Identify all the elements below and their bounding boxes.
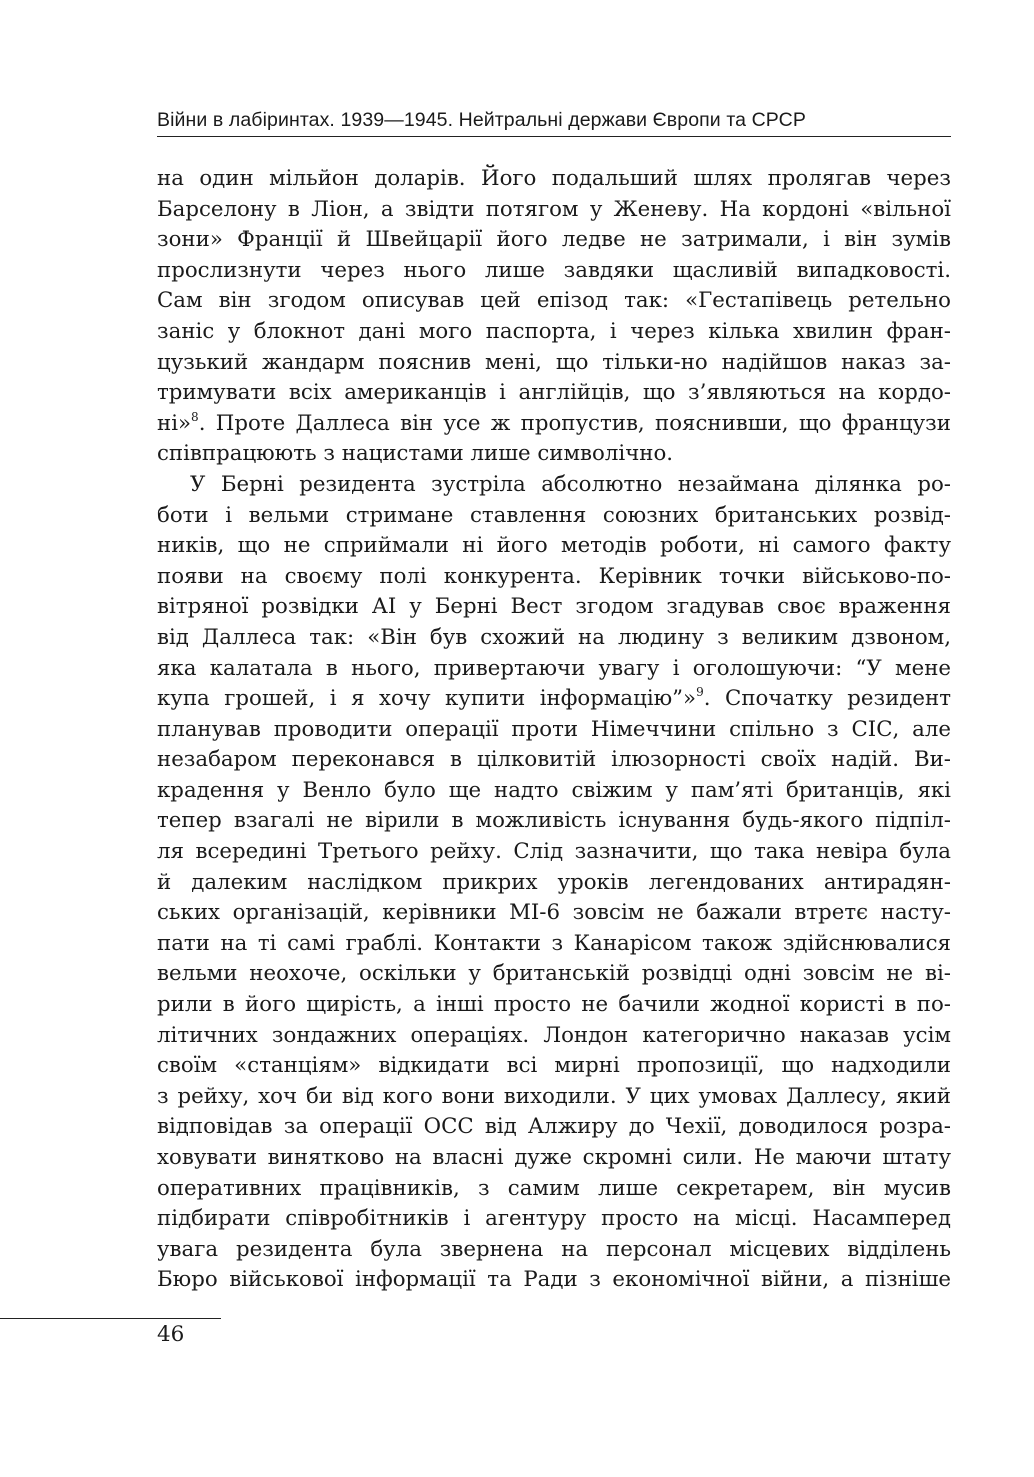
- text-line: ні»$^8$. Проте Даллеса він усе ж пропустив, пояснивши, що французи: [157, 409, 951, 436]
- text-line: Сам він згодом описував цей епізод так: «Гестапівець ретельно: [157, 288, 951, 314]
- footer-rule: [0, 1318, 221, 1319]
- text-line: ських організацій, керівники МІ-6 зовсім не бажали втретє насту-: [157, 900, 951, 926]
- text-line: відповідав за операції ОСС від Алжиру до Чехії, доводилося розра-: [157, 1114, 951, 1140]
- text-line: співпрацюють з нацистами лише символічно.: [157, 441, 674, 467]
- text-line: й далеким наслідком прикрих уроків легендованих антирадян-: [157, 869, 951, 895]
- text-line: з рейху, хоч би від кого вони виходили. У цих умовах Даллесу, який: [157, 1083, 951, 1109]
- text-line: ля всередині Третього рейху. Слід зазначити, що така невіра була: [157, 839, 951, 865]
- text-line: цузький жандарм пояснив мені, що тільки-но надійшов наказ за-: [157, 349, 951, 375]
- text-line: заніс у блокнот дані мого паспорта, і через кілька хвилин фран-: [157, 318, 951, 344]
- text-line: підбирати співробітників і агентуру просто на місці. Насамперед: [157, 1206, 951, 1232]
- text-line: купа грошей, і я хочу купити інформацію”»$^9$. Спочатку резидент: [157, 685, 951, 712]
- text-line: тримувати всіх американців і англійців, що з’являються на кордо-: [157, 380, 951, 406]
- text-line: пати на ті самі граблі. Контакти з Канарісом також здійснювалися: [157, 930, 951, 956]
- text-line: на один мільйон доларів. Його подальший шлях пролягав через: [157, 166, 951, 191]
- text-line: ників, що не сприймали ні його методів роботи, ні самого факту: [157, 533, 951, 559]
- text-line: появи на своєму полі конкурента. Керівник точки військово-по-: [157, 563, 951, 589]
- text-line: яка калатала в нього, привертаючи увагу і оголошуючи: “У мене: [157, 655, 951, 681]
- text-line: оперативних працівників, з самим лише секретарем, він мусив: [157, 1175, 951, 1201]
- text-line: незабаром переконався в цілковитій ілюзорності своїх надій. Ви-: [157, 747, 951, 773]
- text-line: літичних зондажних операціях. Лондон категорично наказав усім: [157, 1022, 951, 1048]
- text-line: зони» Франції й Швейцарії його ледве не затримали, і він зумів: [157, 227, 951, 253]
- page-number: 46: [157, 1322, 185, 1347]
- text-line: У Берні резидента зустріла абсолютно незаймана ділянка ро-: [190, 471, 951, 497]
- footnote-marker: 8: [191, 409, 199, 424]
- text-line: тепер взагалі не вірили в можливість існування будь-якого підпіл-: [157, 808, 951, 834]
- paragraph: [157, 470, 951, 1296]
- text-line: прослизнути через нього лише завдяки щасливій випадковості.: [157, 257, 951, 283]
- text-line: ховувати винятково на власні дуже скромні сили. Не маючи штату: [157, 1145, 951, 1170]
- text-line: боти і вельми стримане ставлення союзних британських розвід-: [157, 502, 951, 528]
- body-text: [157, 164, 951, 1296]
- text-line: Бюро військової інформації та Ради з економічної війни, а пізніше: [157, 1267, 951, 1293]
- text-line: планував проводити операції проти Німеччини спільно з СІС, але: [157, 716, 951, 742]
- text-line: рили в його щирість, а інші просто не бачили жодної користі в по-: [157, 992, 951, 1018]
- running-header-title: Війни в лабіринтах. 1939—1945. Нейтральні держави Європи та СРСР: [157, 109, 806, 131]
- paragraph: [157, 164, 951, 470]
- running-header: [157, 107, 951, 137]
- footnote-marker: 9: [696, 685, 704, 700]
- text-line: увага резидента була звернена на персонал місцевих відділень: [157, 1236, 951, 1262]
- text-line: вітряної розвідки АІ у Берні Вест згодом згадував своє враження: [157, 594, 951, 620]
- text-line: своїм «станціям» відкидати всі мирні пропозиції, що надходили: [157, 1053, 951, 1079]
- text-line: Барселону в Ліон, а звідти потягом у Женеву. На кордоні «вільної: [157, 196, 951, 222]
- text-line: крадення у Венло було ще надто свіжим у пам’яті британців, які: [157, 777, 951, 803]
- text-line: вельми неохоче, оскільки у британській розвідці одні зовсім не ві-: [157, 961, 951, 987]
- text-line: від Даллеса так: «Він був схожий на людину з великим дзвоном,: [157, 624, 951, 650]
